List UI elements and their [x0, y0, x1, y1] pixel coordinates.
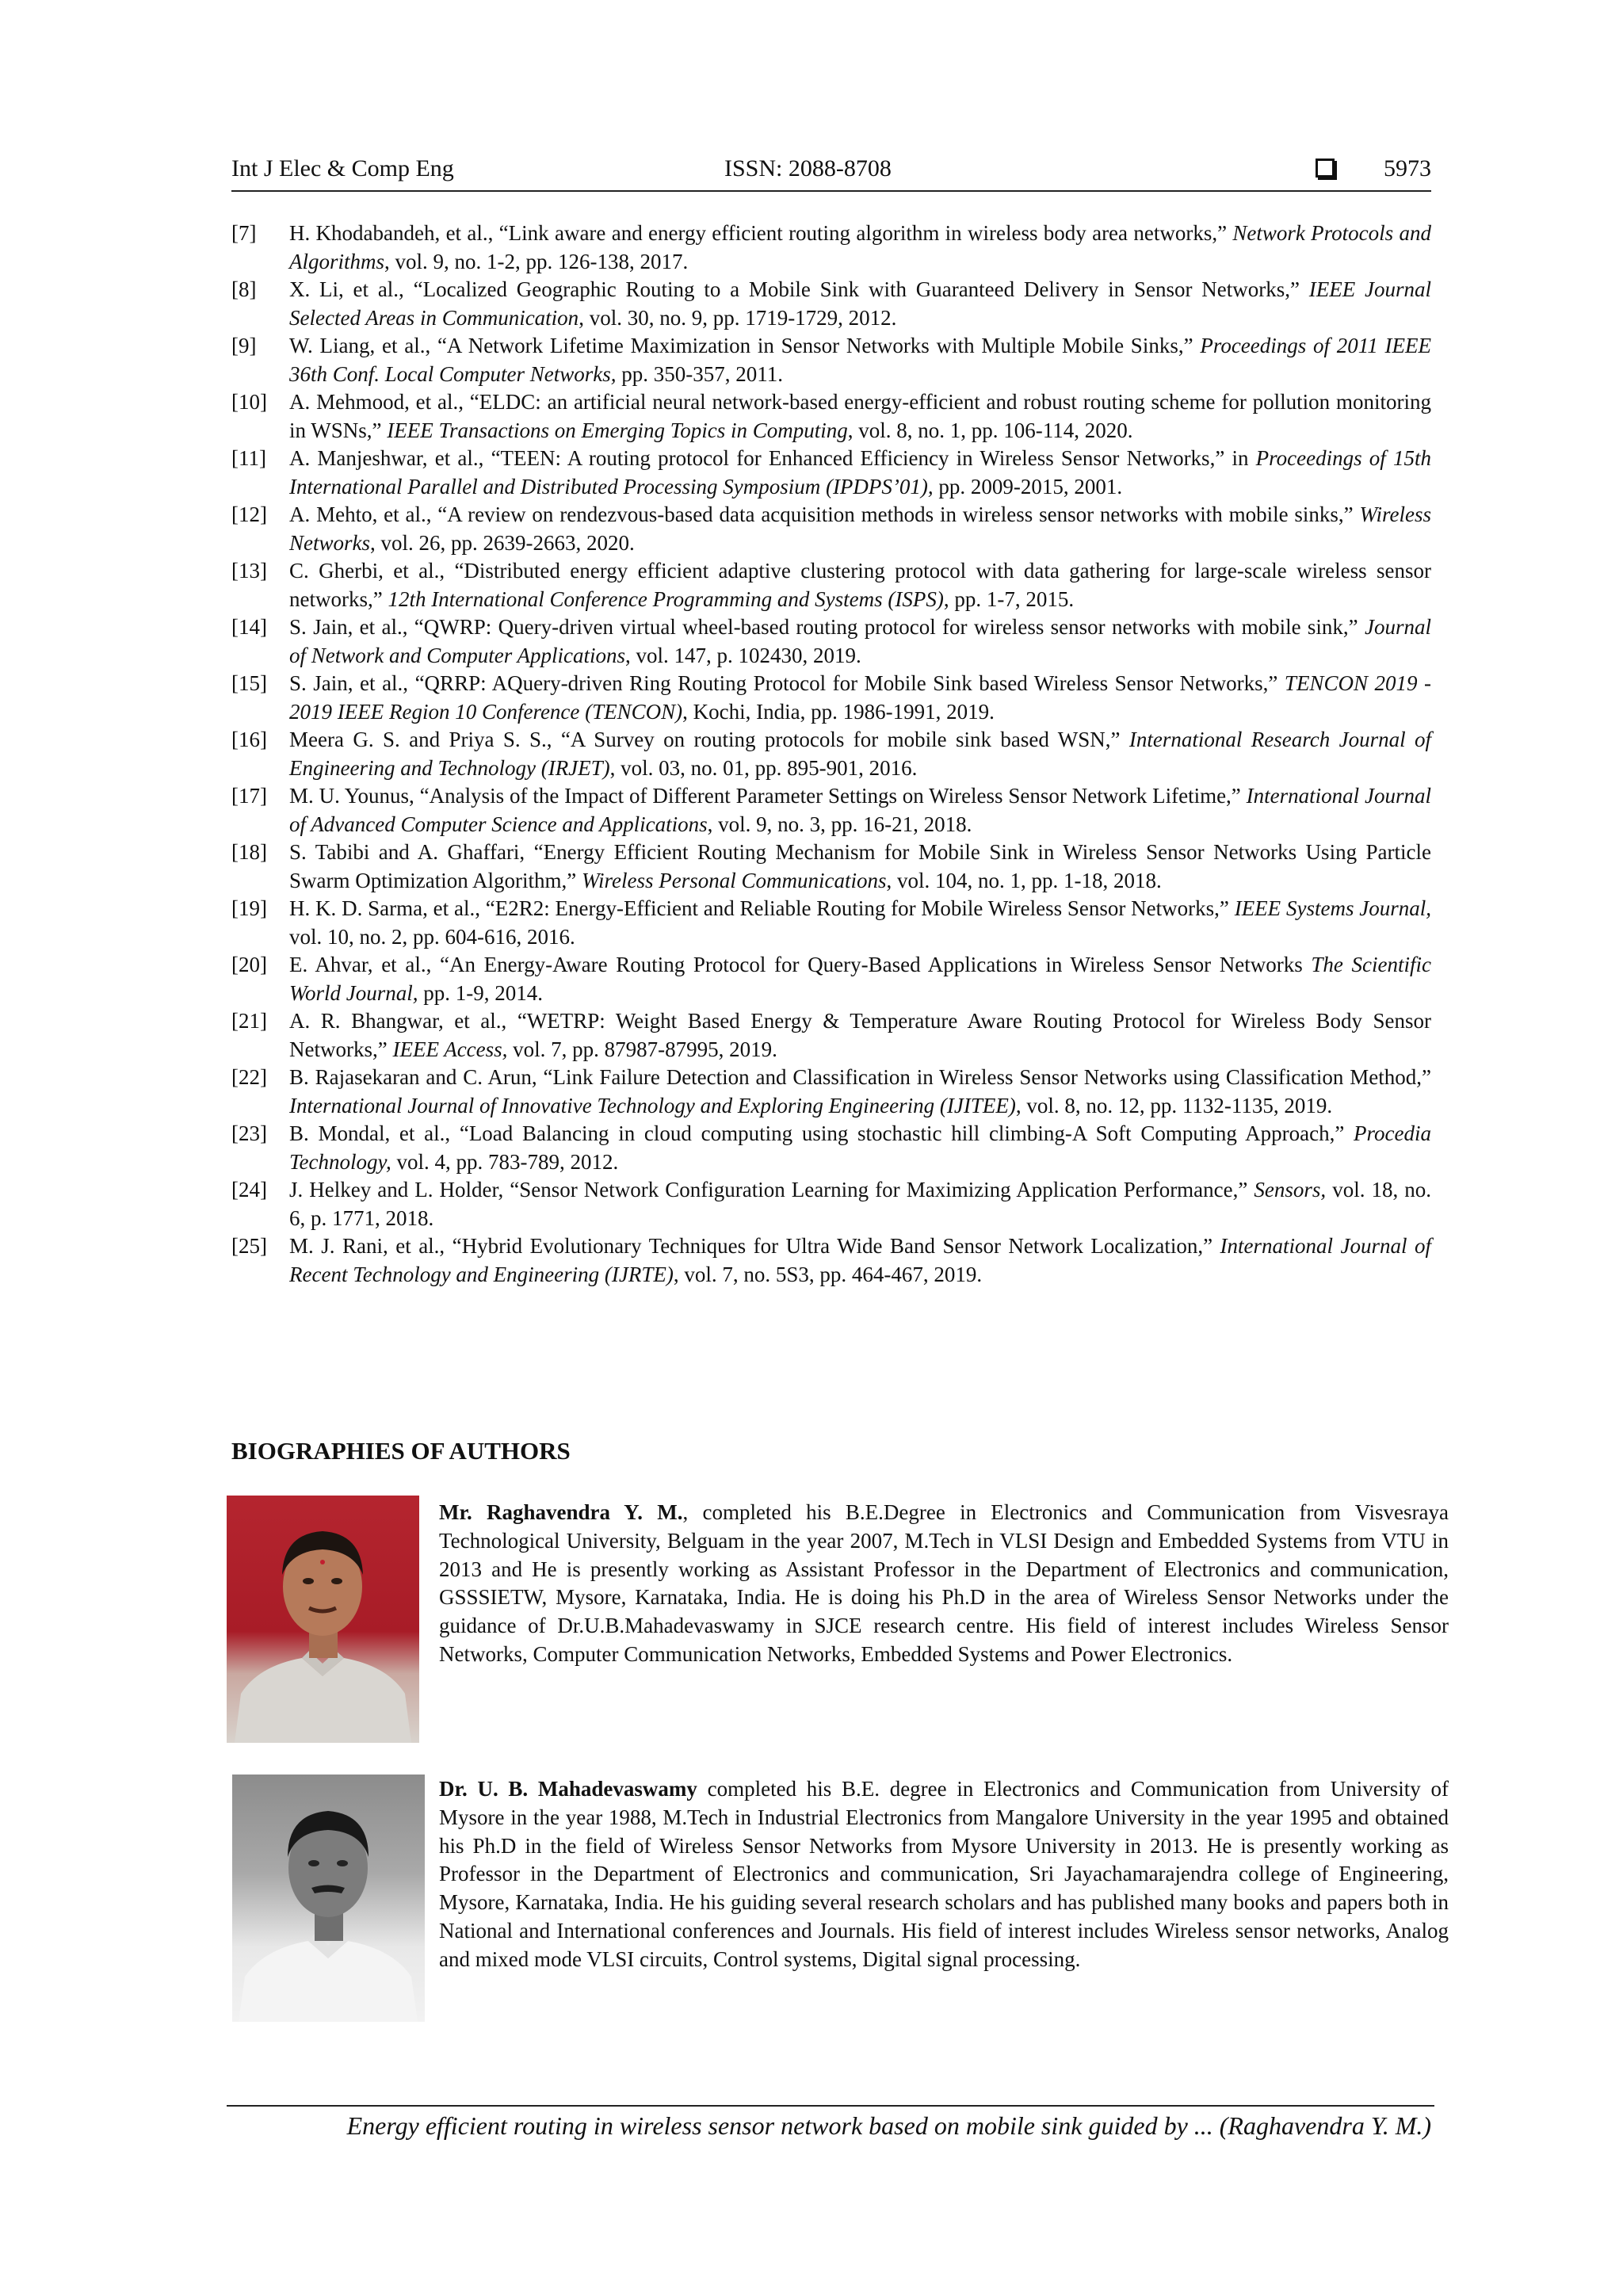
reference-venue: International Journal of Innovative Technology and Exploring Engineering (IJITEE) — [289, 1093, 1016, 1117]
reference-venue: The Scientific World Journal, — [289, 953, 1431, 1005]
author-bio-text: completed his B.E. degree in Electronics and Communication from University of Mysore in the year 1988, M.Tech in Industrial Electronics from Mangalore University in the year 1995 and obtained his Ph.D in the field of Wireless Sensor Networks from Mysore University in 2013. He is presently working as Professor in the Department of Electronics and communication, Sri Jayachamarajendra college of Engineering, Mysore, Karnataka, India. He his guiding several research scholars and has published many books and papers both in National and International conferences and Journals. His field of interest includes Wireless sensor networks, Analog and mixed mode VLSI circuits, Control systems, Digital signal processing. — [439, 1777, 1449, 1971]
reference-number: [10] — [231, 390, 267, 414]
reference-details: , vol. 03, no. 01, pp. 895-901, 2016. — [609, 755, 918, 780]
running-footer: Energy efficient routing in wireless sensor network based on mobile sink guided by ... (Raghavendra Y. M.) — [346, 2111, 1431, 2140]
reference-item — [231, 670, 1431, 726]
reference-item — [231, 1007, 1431, 1064]
reference-item — [231, 220, 1431, 276]
reference-number: [14] — [231, 615, 267, 639]
reference-details: vol. 10, no. 2, pp. 604-616, 2016. — [289, 924, 575, 949]
reference-number: [12] — [231, 502, 267, 526]
reference-number: [17] — [231, 784, 267, 808]
reference-number: [20] — [231, 953, 267, 976]
reference-details: pp. 350-357, 2011. — [616, 361, 784, 386]
reference-item — [231, 1176, 1431, 1232]
author-photo — [232, 1775, 425, 2022]
reference-number: [8] — [231, 277, 257, 301]
reference-item — [231, 332, 1431, 388]
reference-details: , vol. 8, no. 12, pp. 1132-1135, 2019. — [1015, 1093, 1333, 1117]
reference-item — [231, 613, 1431, 670]
reference-details: , vol. 30, no. 9, pp. 1719-1729, 2012. — [579, 305, 897, 330]
reference-number: [22] — [231, 1065, 267, 1089]
reference-details: , Kochi, India, pp. 1986-1991, 2019. — [682, 699, 995, 724]
reference-text: C. Gherbi, et al., “Distributed energy efficient adaptive clustering protocol with data gathering for large-scale wireless sensor networks,” — [289, 559, 1431, 611]
reference-venue: Proceedings of 15th International Parallel and Distributed Processing Symposium (IPDPS’01), — [289, 446, 1431, 499]
reference-text: J. Helkey and L. Holder, “Sensor Network Configuration Learning for Maximizing Application Performance,” — [289, 1178, 1254, 1201]
reference-venue: Sensors, — [1254, 1178, 1327, 1201]
biographies-heading: BIOGRAPHIES OF AUTHORS — [231, 1437, 571, 1465]
reference-item — [231, 1064, 1431, 1120]
footer-rule — [227, 2105, 1434, 2107]
reference-details: , vol. 26, pp. 2639-2663, 2020. — [370, 530, 635, 555]
references-list — [231, 220, 1431, 1289]
reference-text: M. J. Rani, et al., “Hybrid Evolutionary Techniques for Ultra Wide Band Sensor Network Localization,” — [289, 1234, 1220, 1258]
author-bio — [439, 1775, 1449, 1974]
reference-item — [231, 557, 1431, 613]
reference-item — [231, 951, 1431, 1007]
reference-number: [16] — [231, 728, 267, 751]
reference-text: A. R. Bhangwar, et al., “WETRP: Weight Based Energy & Temperature Aware Routing Protocol for Wireless Body Sensor Networks,” — [289, 1009, 1431, 1061]
reference-number: [13] — [231, 559, 267, 583]
page-number: 5973 — [1384, 155, 1431, 181]
page-header — [231, 154, 1431, 192]
reference-item — [231, 501, 1431, 557]
author-bio — [439, 1499, 1449, 1669]
reference-venue: International Journal of Advanced Computer Science and Applications — [289, 784, 1431, 836]
journal-name: Int J Elec & Comp Eng — [231, 155, 454, 181]
reference-text: S. Jain, et al., “QWRP: Query-driven virtual wheel-based routing protocol for wireless sensor networks with mobile sink,” — [289, 615, 1365, 639]
reference-text: H. K. D. Sarma, et al., “E2R2: Energy-Efficient and Reliable Routing for Mobile Wireless Sensor Networks,” — [289, 896, 1235, 920]
reference-venue: TENCON 2019 - 2019 IEEE Region 10 Conference (TENCON) — [289, 671, 1431, 724]
issn: ISSN: 2088-8708 — [724, 155, 892, 181]
reference-venue: IEEE Transactions on Emerging Topics in Computing — [387, 418, 848, 442]
reference-text: B. Mondal, et al., “Load Balancing in cloud computing using stochastic hill climbing-A Soft Computing Approach,” — [289, 1121, 1354, 1145]
reference-number: [11] — [231, 446, 266, 470]
reference-number: [21] — [231, 1009, 267, 1033]
reference-text: E. Ahvar, et al., “An Energy-Aware Routing Protocol for Query-Based Applications in Wireless Sensor Networks — [289, 953, 1312, 976]
reference-text: A. Mehmood, et al., “ELDC: an artificial neural network-based energy-efficient and robust routing scheme for pollution monitoring in WSNs,” — [289, 390, 1431, 442]
author-name: Mr. Raghavendra Y. M. — [439, 1500, 683, 1524]
reference-item — [231, 895, 1431, 951]
reference-text: S. Tabibi and A. Ghaffari, “Energy Efficient Routing Mechanism for Mobile Sink in Wireless Sensor Networks Using Particle Swarm Optimization Algorithm,” — [289, 840, 1431, 892]
reference-text: S. Jain, et al., “QRRP: AQuery-driven Ring Routing Protocol for Mobile Sink based Wireless Sensor Networks,” — [289, 671, 1285, 695]
reference-number: [25] — [231, 1234, 267, 1258]
reference-venue: Procedia Technology, — [289, 1121, 1431, 1174]
reference-venue: Proceedings of 2011 IEEE 36th Conf. Local Computer Networks, — [289, 334, 1432, 386]
square-bullet-icon — [1316, 159, 1335, 178]
reference-text: X. Li, et al., “Localized Geographic Routing to a Mobile Sink with Guaranteed Delivery in Sensor Networks,” — [289, 277, 1309, 301]
reference-venue: IEEE Journal Selected Areas in Communication — [289, 277, 1431, 330]
author-photo — [227, 1496, 419, 1743]
reference-venue: Wireless Personal Communications — [581, 868, 887, 892]
reference-text: Meera G. S. and Priya S. S., “A Survey on routing protocols for mobile sink based WSN,” — [289, 728, 1129, 751]
author-photo-raghavendra — [227, 1496, 419, 1743]
reference-details: , vol. 147, p. 102430, 2019. — [625, 643, 861, 667]
reference-text: A. Manjeshwar, et al., “TEEN: A routing protocol for Enhanced Efficiency in Wireless Sensor Networks,” in — [289, 446, 1256, 470]
reference-details: , vol. 9, no. 1-2, pp. 126-138, 2017. — [384, 249, 689, 273]
reference-venue: Journal of Network and Computer Applications — [289, 615, 1431, 667]
reference-item — [231, 388, 1431, 445]
reference-details: pp. 1-9, 2014. — [418, 980, 544, 1005]
reference-item — [231, 726, 1431, 782]
reference-item — [231, 276, 1431, 332]
reference-venue: IEEE Access, — [392, 1037, 508, 1061]
reference-text: M. U. Younus, “Analysis of the Impact of Different Parameter Settings on Wireless Sensor Network Lifetime,” — [289, 784, 1247, 808]
reference-details: , vol. 104, no. 1, pp. 1-18, 2018. — [886, 868, 1162, 892]
reference-text: H. Khodabandeh, et al., “Link aware and energy efficient routing algorithm in wireless body area networks,” — [289, 221, 1233, 245]
reference-text: B. Rajasekaran and C. Arun, “Link Failure Detection and Classification in Wireless Sensor Networks using Classification Method,” — [289, 1065, 1431, 1089]
reference-item — [231, 839, 1431, 895]
reference-number: [19] — [231, 896, 267, 920]
reference-details: vol. 18, no. 6, p. 1771, 2018. — [289, 1178, 1431, 1230]
reference-venue: International Research Journal of Engineering and Technology (IRJET) — [289, 728, 1431, 780]
reference-number: [24] — [231, 1178, 267, 1201]
reference-venue: Network Protocols and Algorithms — [289, 221, 1431, 273]
author-photo-mahadevaswamy — [232, 1775, 425, 2022]
reference-details: , vol. 9, no. 3, pp. 16-21, 2018. — [707, 812, 972, 836]
reference-details: pp. 2009-2015, 2001. — [933, 474, 1123, 499]
reference-item — [231, 1120, 1431, 1176]
reference-details: vol. 4, pp. 783-789, 2012. — [391, 1149, 619, 1174]
reference-number: [15] — [231, 671, 267, 695]
reference-number: [9] — [231, 334, 257, 357]
reference-item — [231, 782, 1431, 839]
reference-details: , vol. 8, no. 1, pp. 106-114, 2020. — [847, 418, 1133, 442]
reference-text: W. Liang, et al., “A Network Lifetime Maximization in Sensor Networks with Multiple Mobile Sinks,” — [289, 334, 1201, 357]
reference-item — [231, 1232, 1431, 1289]
reference-venue: IEEE Systems Journal, — [1234, 896, 1431, 920]
reference-number: [18] — [231, 840, 267, 864]
reference-venue: Wireless Networks — [289, 502, 1431, 555]
author-bio-text: , completed his B.E.Degree in Electronics and Communication from Visvesraya Technological University, Belguam in the year 2007, M.Tech in VLSI Design and Embedded Systems from VTU in 2013 and He is presently working as Assistant Professor in the Department of Electronics and communication, GSSSIETW, Mysore, Karnataka, India. He is doing his Ph.D in the area of Wireless Sensor Networks under the guidance of Dr.U.B.Mahadevaswamy in SJCE research centre. His field of interest includes Wireless Sensor Networks, Computer Communication Networks, Embedded Systems and Power Electronics. — [439, 1500, 1449, 1666]
author-name: Dr. U. B. Mahadevaswamy — [439, 1777, 697, 1801]
reference-details: , vol. 7, no. 5S3, pp. 464-467, 2019. — [673, 1262, 983, 1286]
reference-venue: International Journal of Recent Technology and Engineering (IJRTE) — [289, 1234, 1432, 1286]
reference-venue: 12th International Conference Programming and Systems (ISPS) — [388, 586, 944, 611]
reference-item — [231, 445, 1431, 501]
reference-number: [23] — [231, 1121, 267, 1145]
reference-number: [7] — [231, 221, 257, 245]
reference-details: , pp. 1-7, 2015. — [943, 586, 1075, 611]
reference-details: vol. 7, pp. 87987-87995, 2019. — [507, 1037, 777, 1061]
reference-text: A. Mehto, et al., “A review on rendezvous-based data acquisition methods in wireless sensor networks with mobile sinks,” — [289, 502, 1360, 526]
